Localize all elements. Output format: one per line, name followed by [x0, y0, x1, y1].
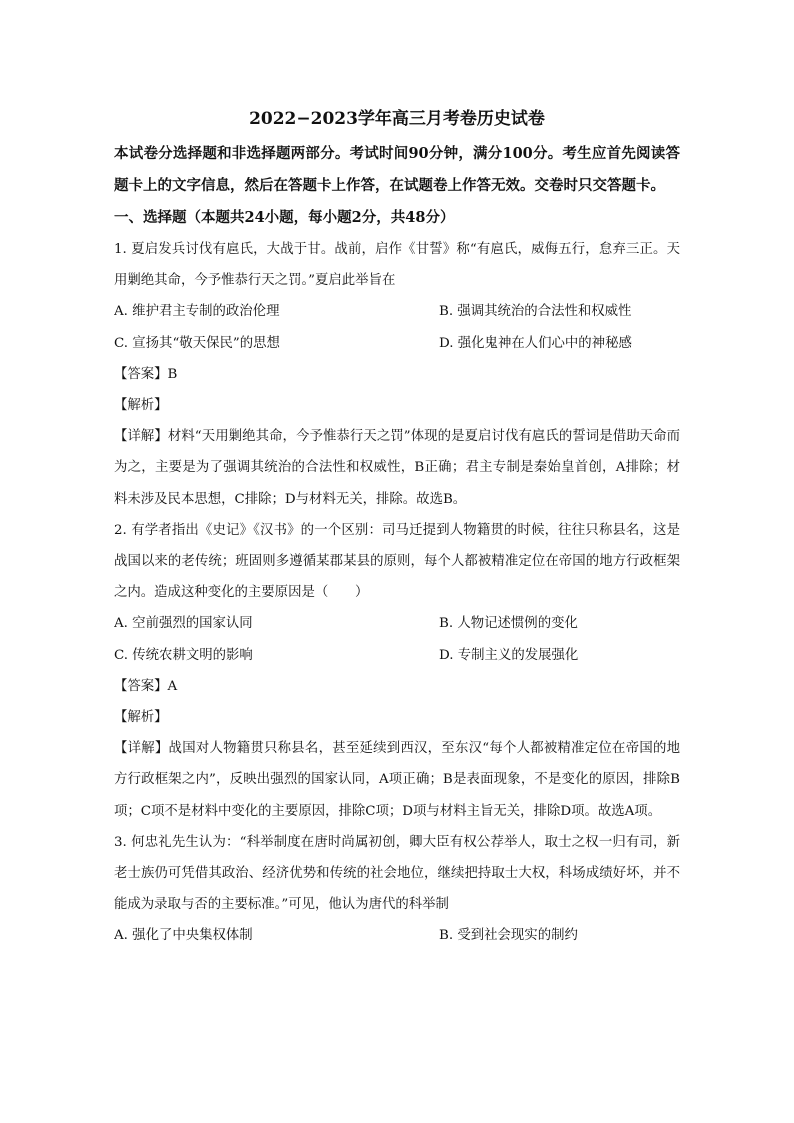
question-1: [114, 234, 680, 515]
option-c: C. 传统农耕文明的影响: [114, 647, 253, 663]
option-b: B. 人物记述惯例的变化: [439, 616, 578, 632]
answer-label: 【答案】A: [114, 678, 178, 694]
analysis-label: 【解析】: [114, 398, 168, 414]
question-3: [114, 827, 680, 952]
option-c: C. 宣扬其“敬天保民”的思想: [114, 335, 280, 351]
question-options: [114, 296, 680, 358]
analysis-label: 【解析】: [114, 710, 168, 726]
question-options: [114, 920, 680, 951]
question-options: [114, 608, 680, 670]
exam-instructions: 本试卷分选择题和非选择题两部分。考试时间90分钟，满分100分。考生应首先阅读答题卡上的文字信息，然后在答题卡上作答，在试题卷上作答无效。交卷时只交答题卡。: [114, 145, 680, 194]
question-stem: 3. 何忠礼先生认为：“科举制度在唐时尚属初创，卿大臣有权公荐举人，取士之权一归有司，新老士族仍可凭借其政治、经济优势和传统的社会地位，继续把持取士大权，科场成绩好坏，并不能成为录取与否的主要标准。”可见，他认为唐代的科举制: [114, 834, 680, 913]
detail-explanation: 【详解】材料“天用剿绝其命，今予惟恭行天之罚”体现的是夏启讨伐有扈氏的誓词是借助天命而为之，主要是为了强调其统治的合法性和权威性，B正确；君主专制是秦始皇首创，A排除；材料未涉及民本思想，C排除；D与材料无关，排除。故选B。: [114, 429, 680, 507]
option-d: D. 专制主义的发展强化: [439, 647, 579, 663]
option-a: A. 维护君主专制的政治伦理: [114, 304, 280, 320]
option-a: A. 强化了中央集权体制: [114, 928, 253, 944]
option-d: D. 强化鬼神在人们心中的神秘感: [439, 335, 632, 351]
option-b: B. 强调其统治的合法性和权威性: [439, 304, 632, 320]
question-stem: 1. 夏启发兵讨伐有扈氏，大战于甘。战前，启作《甘誓》称“有扈氏，威侮五行，怠弃三正。天用剿绝其命，今予惟恭行天之罚。”夏启此举旨在: [114, 242, 680, 289]
option-a: A. 空前强烈的国家认同: [114, 616, 253, 632]
question-2: [114, 515, 680, 827]
question-stem: 2. 有学者指出《史记》《汉书》的一个区别：司马迁提到人物籍贯的时候，往往只称县名，这是战国以来的老传统；班固则多遵循某郡某县的原则，每个人都被精准定位在帝国的地方行政框架之内。造成这种变化的主要原因是（ ）: [114, 522, 680, 601]
section-heading: 一、选择题（本题共24小题，每小题2分，共48分）: [114, 209, 455, 226]
option-b: B. 受到社会现实的制约: [439, 928, 578, 944]
document-page: [114, 104, 680, 952]
answer-label: 【答案】B: [114, 366, 178, 382]
page-title: 2022−2023学年高三月考卷历史试卷: [249, 109, 545, 129]
detail-explanation: 【详解】战国对人物籍贯只称县名，甚至延续到西汉，至东汉“每个人都被精准定位在帝国的地方行政框架之内”，反映出强烈的国家认同，A项正确；B是表面现象，不是变化的原因，排除B项；C项不是材料中变化的主要原因，排除C项；D项与材料主旨无关，排除D项。故选A项。: [114, 741, 680, 819]
